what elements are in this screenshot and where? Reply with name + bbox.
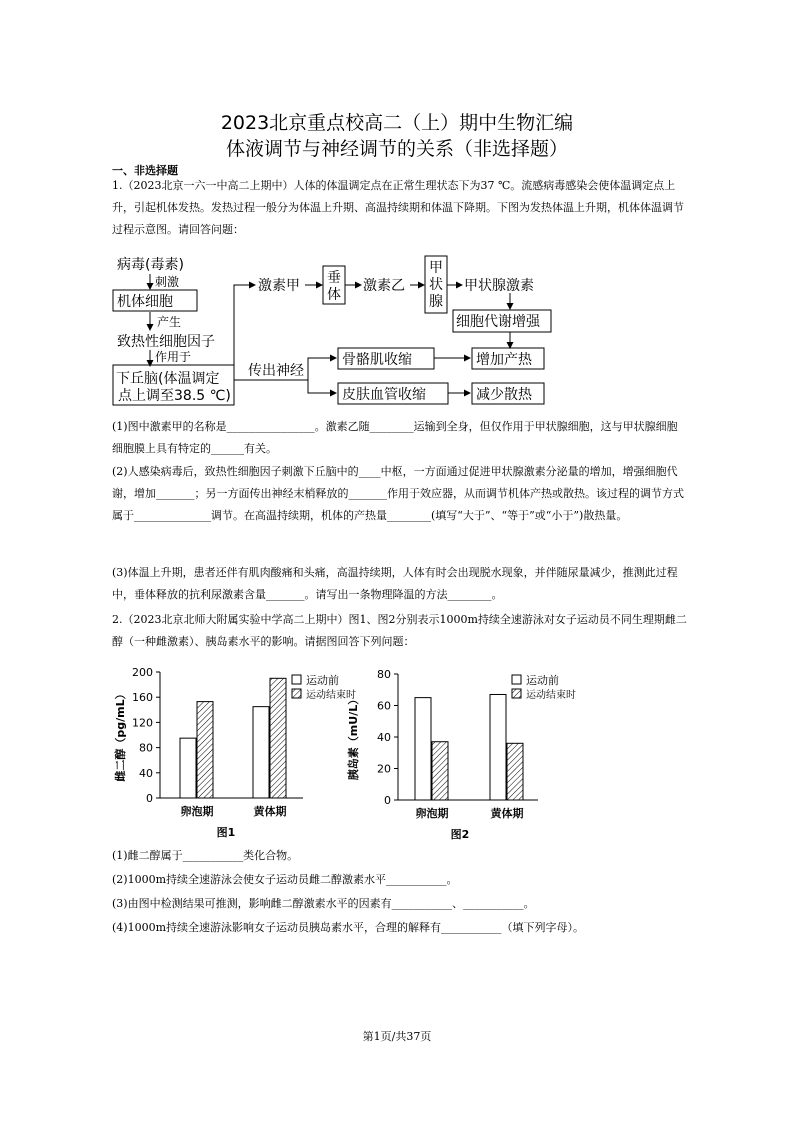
y-axis-label: 雌二醇（pg/mL） — [114, 688, 127, 782]
legend-swatch — [512, 689, 521, 698]
thyroid-label-3: 腺 — [429, 294, 443, 310]
y-tick-label: 60 — [377, 699, 391, 713]
chart-title: 图2 — [450, 828, 470, 840]
bar-before-exercise — [253, 707, 269, 798]
y-tick-label: 40 — [139, 766, 153, 780]
legend-swatch — [512, 675, 521, 684]
thyroid-label-1: 甲 — [429, 260, 443, 276]
stimulate-label: 刺激 — [155, 275, 180, 289]
bar-before-exercise — [180, 738, 196, 798]
y-tick-label: 120 — [132, 716, 153, 730]
question-2-intro: 2.（2023北京北师大附属实验中学高二上期中）图1、图2分别表示1000m持续全速游泳对女子运动员不同生理期雌二醇（一种雌激素）、胰岛素水平的影响。请据图回答下列问题： — [112, 613, 687, 648]
bar-before-exercise — [415, 698, 431, 800]
produce-label: 产生 — [157, 315, 182, 329]
heat-loss-label: 减少散热 — [476, 387, 532, 403]
page-subtitle: 体液调节与神经调节的关系（非选择题） — [225, 138, 568, 160]
question-2-part-1: (1)雌二醇属于___________类化合物。 — [112, 849, 299, 862]
x-tick-label: 黄体期 — [490, 807, 524, 820]
skin-label: 皮肤血管收缩 — [342, 387, 426, 403]
charts-figure — [0, 660, 794, 840]
y-tick-label: 0 — [384, 794, 391, 807]
arrow-nerve-skin — [308, 380, 336, 393]
pyrogen-label: 致热性细胞因子 — [117, 334, 215, 350]
body-cell-label: 机体细胞 — [117, 294, 173, 310]
x-tick-label: 黄体期 — [253, 805, 287, 818]
page-title: 2023北京重点校高二（上）期中生物汇编 — [220, 112, 574, 134]
y-tick-label: 80 — [139, 741, 153, 755]
arrow-hypothalamus-hormone — [234, 285, 255, 370]
thyroid-label-2: 状 — [429, 277, 443, 293]
question-2-part-4: (4)1000m持续全速游泳影响女子运动员胰岛素水平，合理的解释有___________（填下列字母）。 — [112, 921, 585, 934]
x-tick-label: 卵泡期 — [180, 805, 214, 818]
question-2-part-3: (3)由图中检测结果可推测，影响雌二醇激素水平的因素有___________、___________。 — [112, 897, 535, 910]
y-tick-label: 0 — [146, 792, 153, 805]
y-tick-label: 80 — [377, 668, 391, 681]
bar-after-exercise — [507, 743, 523, 800]
hormone-b-label: 激素乙 — [363, 278, 405, 294]
thermoregulation-diagram — [0, 248, 794, 408]
question-1-part-3: (3)体温上升期，患者还伴有肌肉酸痛和头痛，高温持续期，人体有时会出现脱水现象，并伴随尿量减少，推测此过程中，垂体释放的抗利尿激素含量_______。请写出一条物理降温的方法________。 — [112, 566, 678, 601]
pituitary-label-1: 垂 — [327, 270, 341, 286]
y-tick-label: 160 — [132, 691, 153, 705]
bar-after-exercise — [270, 678, 286, 798]
y-tick-label: 200 — [132, 666, 153, 679]
hypothalamus-line1: 下丘脑(体温调定 — [116, 371, 220, 387]
act-on-label: 作用于 — [155, 350, 192, 364]
y-tick-label: 40 — [377, 731, 391, 744]
muscle-label: 骨骼肌收缩 — [342, 352, 412, 368]
question-1-intro: 1.（2023北京一六一中高二上期中）人体的体温调定点在正常生理状态下为37 ℃。流感病毒感染会使体温调定点上升，引起机体发热。发热过程一般分为体温上升期、高温持续期和体温下降期。下图为发热体温上升期，机体体温调节过程示意图。请回答问题： — [112, 179, 684, 236]
arrow-nerve-muscle — [308, 358, 336, 380]
thyroid-hormone-label: 甲状腺激素 — [464, 278, 534, 294]
y-axis-label: 胰岛素（mU/L） — [347, 693, 360, 781]
pituitary-label-2: 体 — [327, 287, 341, 303]
y-tick-label: 20 — [377, 762, 391, 776]
legend-swatch — [292, 675, 301, 684]
question-1-part-1: (1)图中激素甲的名称是________________。激素乙随________运输到全身，但仅作用于甲状腺细胞，这与甲状腺细胞细胞膜上具有特定的______有关。 — [112, 420, 678, 455]
bar-before-exercise — [490, 694, 506, 800]
virus-label: 病毒(毒素) — [117, 257, 184, 273]
bar-after-exercise — [197, 702, 213, 798]
hypothalamus-line2: 点上调至38.5 ℃) — [118, 388, 231, 404]
nerve-label: 传出神经 — [248, 363, 304, 379]
page-footer: 第1页/共37页 — [362, 1030, 432, 1043]
hormone-a-label: 激素甲 — [258, 278, 300, 294]
legend-swatch — [292, 689, 301, 698]
legend-label: 运动前 — [526, 674, 559, 687]
legend-label: 运动结束时 — [526, 690, 576, 701]
legend-label: 运动前 — [306, 674, 339, 687]
chart-title: 图1 — [216, 826, 236, 839]
x-tick-label: 卵泡期 — [415, 807, 449, 820]
question-2-part-2: (2)1000m持续全速游泳会使女子运动员雌二醇激素水平___________。 — [112, 873, 458, 886]
metabolism-label: 细胞代谢增强 — [456, 314, 540, 330]
question-1-part-2: (2)人感染病毒后，致热性细胞因子刺激下丘脑中的____中枢，一方面通过促进甲状腺激素分泌量的增加，增强细胞代谢，增加_______；另一方面传出神经末梢释放的_______作用于效应器，从而调节机体产热或散热。该过程的调节方式属于______________调节。在高温持续期，机体的产热量________(填写“大于”、“等于”或“小于”)散热量。 — [112, 465, 684, 522]
heat-gain-label: 增加产热 — [476, 352, 532, 368]
legend-label: 运动结束时 — [306, 690, 356, 701]
bar-after-exercise — [432, 742, 448, 800]
section-label: 一、非选择题 — [112, 164, 178, 177]
